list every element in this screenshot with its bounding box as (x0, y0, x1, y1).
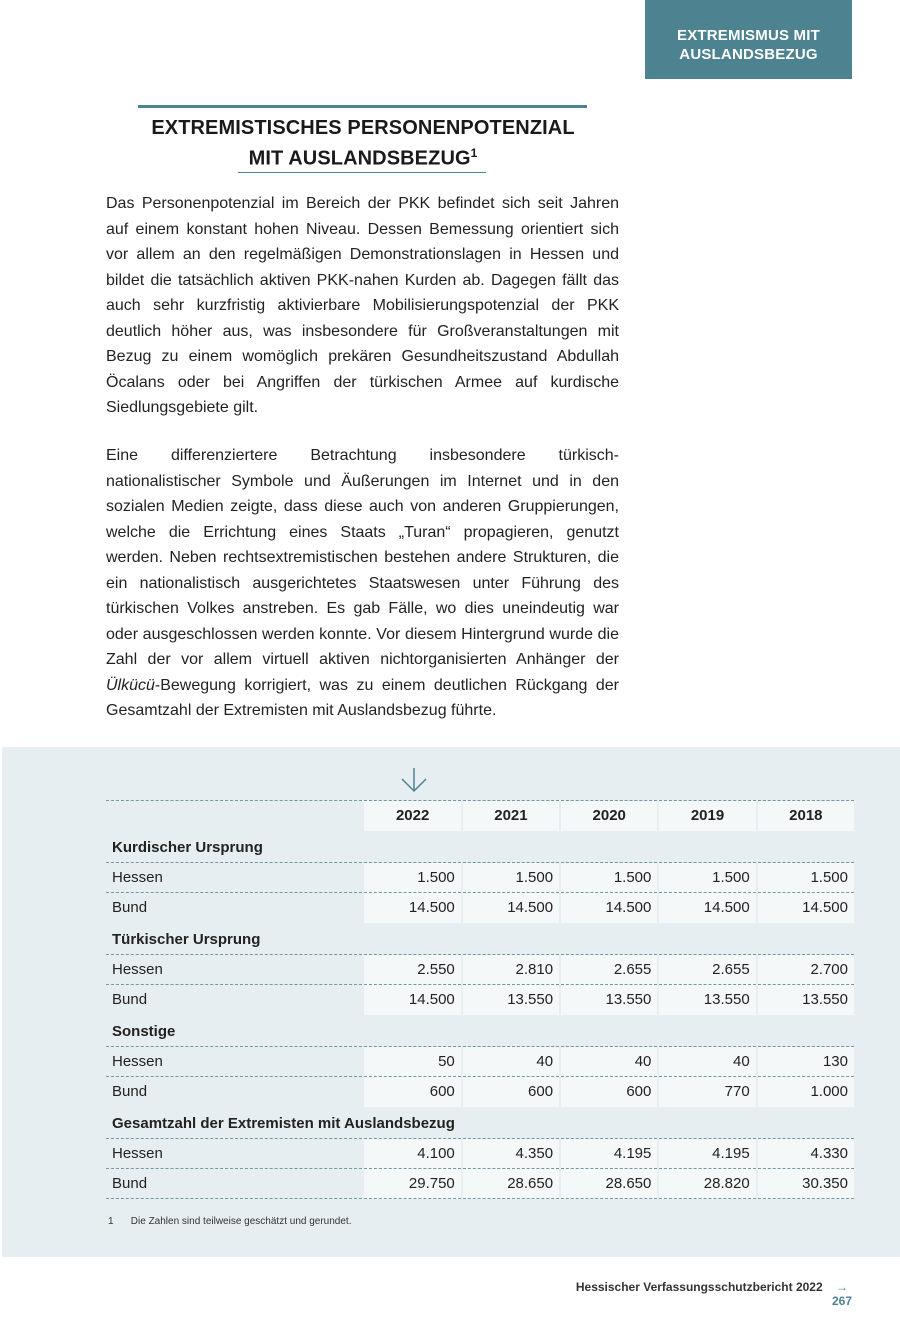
row-label: Hessen (106, 1047, 363, 1077)
year-header: 2021 (462, 801, 560, 831)
table-body (106, 831, 854, 1199)
value-cell: 2.550 (363, 955, 461, 985)
table-row (106, 863, 854, 893)
row-label: Hessen (106, 863, 363, 893)
value-cell: 600 (363, 1077, 461, 1107)
value-cell: 40 (462, 1047, 560, 1077)
value-cell: 14.500 (363, 893, 461, 923)
table-group-row (106, 831, 854, 863)
table-group-row (106, 1107, 854, 1139)
value-cell: 770 (658, 1077, 756, 1107)
title-footnote-marker: 1 (470, 146, 478, 160)
paragraph-1: Das Personenpotenzial im Bereich der PKK befindet sich seit Jahren auf einem konstant hohen Niveau. Dessen Bemessung orientiert sich vor allem an den regelmäßigen Demonstrationslagen in Hessen und bildet die tatsächlich aktiven PKK-nahen Kurden ab. Dagegen fällt das auch sehr kurzfristig aktivierbare Mobilisierungspotenzial der PKK deutlich höher aus, was insbesondere für Großveranstaltungen mit Bezug zu einem womöglich prekären Gesundheitszustand Abdullah Öcalans oder bei Angriffen der türkischen Armee auf kurdische Siedlungsgebiete gilt. (106, 195, 619, 416)
value-cell: 14.500 (560, 893, 658, 923)
value-cell: 14.500 (363, 985, 461, 1015)
value-cell: 28.650 (560, 1169, 658, 1199)
value-cell: 1.500 (757, 863, 854, 893)
row-label: Bund (106, 893, 363, 923)
title-line-1: EXTREMISTISCHES PERSONENPOTENZIAL (151, 117, 575, 139)
value-cell: 13.550 (462, 985, 560, 1015)
value-cell: 13.550 (757, 985, 854, 1015)
footnote-number: 1 (108, 1216, 114, 1227)
value-cell: 14.500 (462, 893, 560, 923)
value-cell: 2.700 (757, 955, 854, 985)
value-cell: 4.100 (363, 1139, 461, 1169)
value-cell: 50 (363, 1047, 461, 1077)
value-cell: 2.810 (462, 955, 560, 985)
value-cell: 14.500 (658, 893, 756, 923)
value-cell: 28.650 (462, 1169, 560, 1199)
value-cell: 1.500 (560, 863, 658, 893)
arrow-right-icon: → (836, 1280, 848, 1294)
value-cell: 40 (560, 1047, 658, 1077)
group-label: Sonstige (106, 1015, 854, 1047)
page-footer (560, 1280, 852, 1308)
footnote-text: Die Zahlen sind teilweise geschätzt und gerundet. (130, 1216, 352, 1227)
group-label: Türkischer Ursprung (106, 923, 854, 955)
row-label: Hessen (106, 1139, 363, 1169)
header-blank-cell (106, 801, 363, 831)
value-cell: 2.655 (560, 955, 658, 985)
value-cell: 1.500 (658, 863, 756, 893)
publication-name: Hessischer Verfassungsschutzbericht 2022 (575, 1280, 823, 1294)
row-label: Hessen (106, 955, 363, 985)
year-header: 2020 (560, 801, 658, 831)
section-tab-line: EXTREMISMUS MIT (676, 27, 820, 44)
value-cell: 30.350 (757, 1169, 854, 1199)
arrow-down-icon (400, 767, 428, 793)
value-cell: 130 (757, 1047, 854, 1077)
value-cell: 600 (462, 1077, 560, 1107)
table-row (106, 893, 854, 923)
group-label: Kurdischer Ursprung (106, 831, 854, 863)
value-cell: 13.550 (560, 985, 658, 1015)
paragraph-2-text: Eine differenziertere Betrachtung insbesondere türkisch-nationalistischer Symbole und Äußerungen im Internet und in den sozialen Medien zeigte, dass diese auch von anderen Gruppierungen, welche die Errichtung eines Staats „Turan“ propagieren, genutzt werden. Neben rechtsextremistischen bestehen andere Strukturen, die ein nationalistisch ausgerichtetes Staatswesen unter Führung des türkischen Volkes anstreben. Es gab Fälle, wo dies uneindeutig war oder ausgeschlossen werden konnte. Vor diesem Hintergrund wurde die Zahl der vor allem virtuell aktiven nichtorganisierten Anhänger der (106, 447, 619, 668)
title-rule (138, 105, 587, 108)
page-title (105, 116, 621, 172)
table-row (106, 1139, 854, 1169)
value-cell: 29.750 (363, 1169, 461, 1199)
year-header: 2022 (363, 801, 461, 831)
table-group-row (106, 923, 854, 955)
table-row (106, 955, 854, 985)
value-cell: 4.330 (757, 1139, 854, 1169)
extremist-potential-table (106, 800, 854, 1199)
value-cell: 28.820 (658, 1169, 756, 1199)
table-header-row (106, 801, 854, 831)
title-line-2: MIT AUSLANDSBEZUG$^1$ (248, 146, 478, 170)
table-row (106, 1047, 854, 1077)
row-label: Bund (106, 1077, 363, 1107)
paragraph-2 (106, 443, 619, 724)
page-number: 267 (831, 1294, 852, 1308)
row-label: Bund (106, 985, 363, 1015)
year-header: 2018 (757, 801, 854, 831)
value-cell: 40 (658, 1047, 756, 1077)
value-cell: 14.500 (757, 893, 854, 923)
row-label: Bund (106, 1169, 363, 1199)
title-underline (238, 172, 486, 173)
table-group-row (106, 1015, 854, 1047)
value-cell: 1.000 (757, 1077, 854, 1107)
paragraph-2-italic: Ülkücü (106, 676, 155, 694)
value-cell: 4.195 (658, 1139, 756, 1169)
footnote (108, 1216, 351, 1227)
value-cell: 13.550 (658, 985, 756, 1015)
table-row (106, 985, 854, 1015)
value-cell: 1.500 (363, 863, 461, 893)
value-cell: 1.500 (462, 863, 560, 893)
value-cell: 2.655 (658, 955, 756, 985)
section-tab (645, 0, 852, 79)
table-row (106, 1169, 854, 1199)
year-header: 2019 (658, 801, 756, 831)
table-row (106, 1077, 854, 1107)
value-cell: 4.195 (560, 1139, 658, 1169)
value-cell: 4.350 (462, 1139, 560, 1169)
paragraph-2-text-end: -Bewegung korrigiert, was zu einem deutlichen Rückgang der Gesamtzahl der Extremisten mit Auslandsbezug führte. (106, 676, 619, 719)
section-tab-line: AUSLANDSBEZUG (679, 46, 818, 63)
value-cell: 600 (560, 1077, 658, 1107)
group-label: Gesamtzahl der Extremisten mit Auslandsbezug (106, 1107, 854, 1139)
